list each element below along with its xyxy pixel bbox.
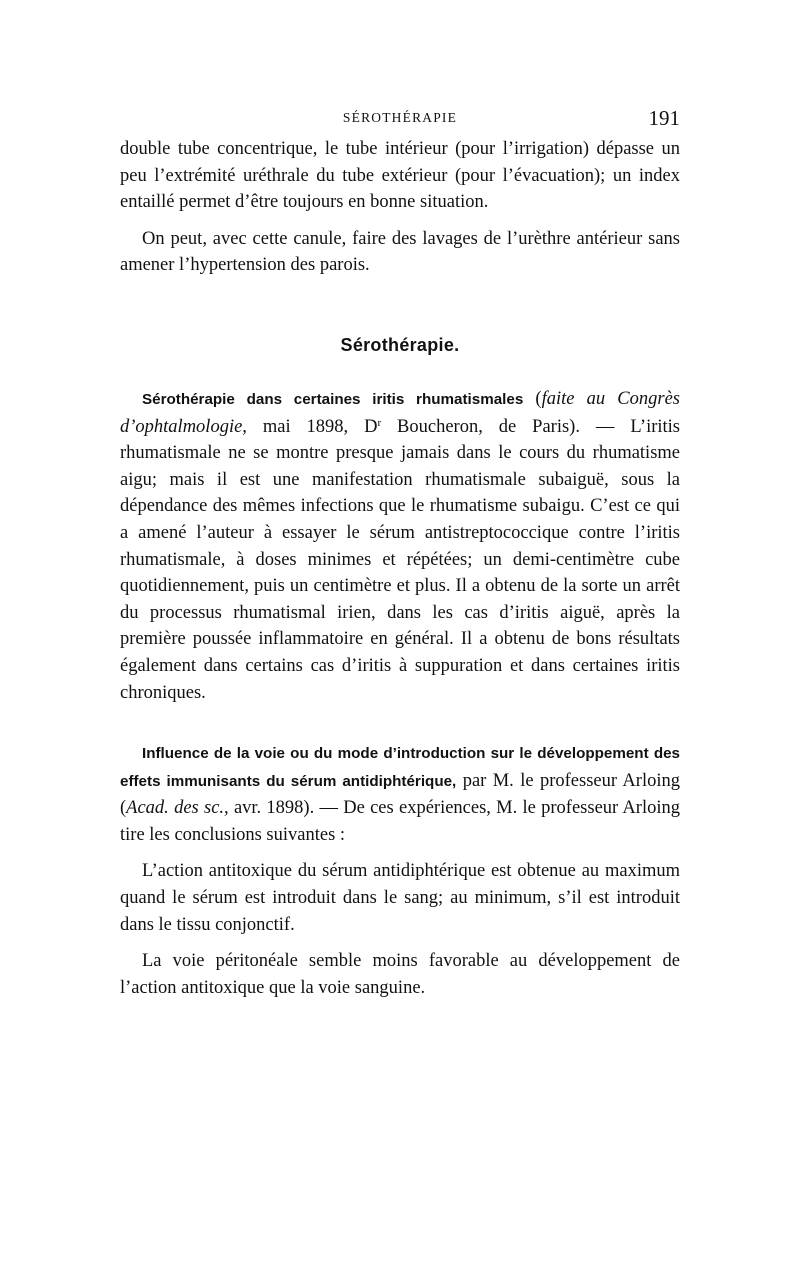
running-header	[120, 106, 680, 136]
entry-source-date: avr. 1898).	[228, 798, 315, 819]
conclusion-1: L’action antitoxique du sérum antidiphtérique est obtenue au maximum quand le sérum est introduit dans le sang; au minimum, s’il est introduit dans le tissu conjonctif.	[120, 861, 680, 935]
entry-paragraph	[120, 386, 680, 706]
page-number: 191	[648, 106, 680, 130]
entry-author: par M. le professeur Arloing (	[120, 770, 680, 819]
entry-title: Influence de la voie ou du mode d’introduction sur le développement des effets immunisants du sérum antidiphtérique,	[120, 745, 680, 790]
conclusion-2: La voie péritonéale semble moins favorable au développement de l’action antitoxique que la voie sanguine.	[120, 951, 680, 998]
intro-paragraph-2: On peut, avec cette canule, faire des lavages de l’urèthre antérieur sans amener l’hypertension des parois.	[120, 228, 680, 276]
open-paren: (	[523, 388, 542, 409]
intro-paragraph-1: double tube concentrique, le tube intérieur (pour l’irrigation) dépasse un peu l’extrémité uréthrale du tube extérieur (pour l’évacuation); un index entaillé permet d’être toujours en bonne situation.	[120, 139, 680, 213]
running-title: SÉROTHÉRAPIE	[342, 110, 458, 125]
section-heading: Sérothérapie.	[340, 334, 460, 355]
entry-body: — L’iritis rhumatismale ne se montre presque jamais dans le cours du rhumatisme aigu; mais il est une manifestation rhumatismale subaiguë, sous la dépendance des mêmes infections que le rhumatisme subaigu. C’est ce qui a amené l’auteur à essayer le sérum antistreptococcique contre l’iritis rhumatismale, à doses minimes et répétées; un demi-centimètre cube quotidiennement, puis un centimètre et plus. Il a obtenu de la sorte un arrêt du processus rhumatismal irien, dans les cas d’iritis aiguë, après la première poussée inflammatoire en général. Il a obtenu de bons résultats également dans certains cas d’iritis à suppuration et dans certaines iritis chroniques.	[120, 416, 680, 703]
entry-source: faite au Congrès d’ophtalmologie,	[120, 388, 680, 437]
entry-serotherapie-iritis	[120, 386, 680, 706]
entry-source-date: mai 1898, D	[246, 416, 378, 437]
entry-body: — De ces expériences, M. le professeur Arloing tire les conclusions suivantes :	[120, 798, 680, 845]
title-abbrev-sup: r	[377, 416, 382, 429]
book-page	[120, 106, 680, 1035]
entry-title: Sérothérapie dans certaines iritis rhumatismales	[142, 390, 524, 408]
entry-paragraph	[120, 740, 680, 848]
entry-influence-voie	[120, 740, 680, 1001]
entry-source: Acad. des sc.,	[126, 798, 229, 819]
entry-source-author: Boucheron, de Paris).	[381, 416, 580, 437]
